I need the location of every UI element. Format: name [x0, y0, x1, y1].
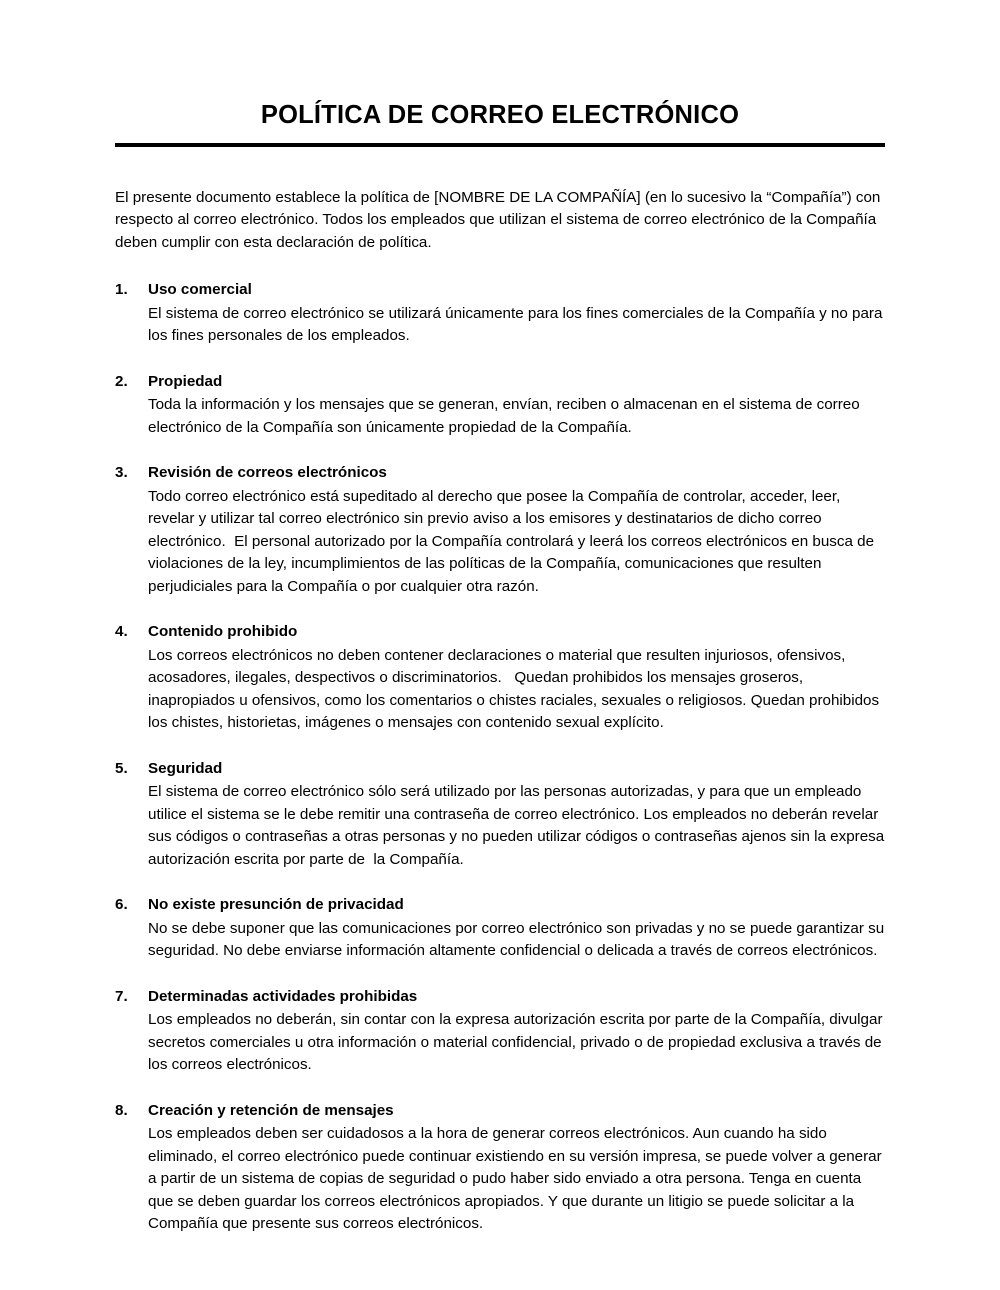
list-item-heading: Contenido prohibido	[148, 623, 298, 641]
list-item-body: Todo correo electrónico está supeditado al derecho que posee la Compañía de controlar, acceder, leer, revelar y utilizar tal correo electrónico sin previo aviso a los emisores y destinatarios de dicho correo electrónico. El personal autorizado por la Compañía controlará y leerá los correos electrónicos en busca de violaciones de la ley, incumplimientos de las políticas de la Compañía, comunicaciones que resulten perjudiciales para la Compañía o por cualquier otra razón.	[148, 487, 879, 595]
document-body	[115, 100, 889, 1236]
list-item	[115, 621, 885, 735]
list-item	[115, 462, 885, 598]
list-item	[115, 758, 889, 872]
list-item-body: El sistema de correo electrónico sólo será utilizado por las personas autorizadas, y para que un empleado utilice el sistema se le debe remitir una contraseña de correo electrónico. Los empleados no deberán revelar sus códigos o contraseñas a otras personas y no pueden utilizar códigos o contraseñas ajenos sin la expresa autorización escrita por parte de la Compañía.	[148, 783, 889, 868]
list-item-body: Los empleados deben ser cuidadosos a la hora de generar correos electrónicos. Aun cuando ha sido eliminado, el correo electrónico puede continuar existiendo en su versión impresa, se puede volver a generar a partir de un sistema de copias de seguridad o pudo haber sido enviado a otra persona. Tenga en cuenta que se deben guardar los correos electrónicos apropiados. Y que durante un litigio se puede solicitar a la Compañía que presente sus correos electrónicos.	[148, 1125, 886, 1233]
list-item-body: No se debe suponer que las comunicaciones por correo electrónico son privadas y no se puede garantizar su seguridad. No debe enviarse información altamente confidencial o delicada a través de correos electrónicos.	[148, 919, 889, 960]
list-item	[115, 279, 885, 348]
list-item-body: Los correos electrónicos no deben contener declaraciones o material que resulten injuriosos, ofensivos, acosadores, ilegales, despectivos o discriminatorios. Quedan prohibidos los mensajes groseros, inapropiados u ofensivos, como los comentarios o chistes raciales, sexuales o religiosos. Quedan prohibidos los chistes, historietas, imágenes o mensajes con contenido sexual explícito.	[148, 646, 884, 732]
list-item	[115, 894, 889, 963]
list-item-number: 4.	[115, 623, 128, 641]
list-item-body: Toda la información y los mensajes que se generan, envían, reciben o almacenan en el sistema de correo electrónico de la Compañía son únicamente propiedad de la Compañía.	[148, 396, 864, 436]
list-item	[115, 986, 885, 1077]
list-item-body: Los empleados no deberán, sin contar con la expresa autorización escrita por parte de la Compañía, divulgar secretos comerciales u otra información o material confidencial, privado o de propiedad exclusiva a través de los correos electrónicos.	[148, 1011, 887, 1074]
list-item-number: 2.	[115, 372, 128, 390]
list-item-number: 7.	[115, 987, 128, 1005]
title-divider	[115, 143, 885, 147]
list-item-number: 6.	[115, 896, 128, 914]
list-item-heading: No existe presunción de privacidad	[148, 896, 404, 914]
list-item	[115, 1100, 885, 1236]
list-item-number: 1.	[115, 281, 128, 299]
intro-paragraph: El presente documento establece la política de [NOMBRE DE LA COMPAÑÍA] (en lo sucesivo la “Compañía”) con respecto al correo electrónico. Todos los empleados que utilizan el sistema de correo electrónico de la Compañía deben cumplir con esta declaración de política.	[115, 188, 881, 251]
list-item-heading: Propiedad	[148, 372, 223, 390]
list-item-heading: Creación y retención de mensajes	[148, 1101, 394, 1119]
list-item	[115, 371, 885, 440]
list-item-heading: Seguridad	[148, 759, 223, 777]
policy-list	[115, 279, 889, 1236]
list-item-number: 3.	[115, 464, 128, 482]
list-item-heading: Revisión de correos electrónicos	[148, 464, 387, 482]
list-item-body: El sistema de correo electrónico se utilizará únicamente para los fines comerciales de la Compañía y no para los fines personales de los empleados.	[148, 304, 887, 345]
list-item-number: 5.	[115, 759, 128, 777]
list-item-heading: Uso comercial	[148, 281, 252, 299]
list-item-number: 8.	[115, 1101, 128, 1119]
list-item-heading: Determinadas actividades prohibidas	[148, 987, 418, 1005]
page-title: POLÍTICA DE CORREO ELECTRÓNICO	[260, 101, 740, 129]
